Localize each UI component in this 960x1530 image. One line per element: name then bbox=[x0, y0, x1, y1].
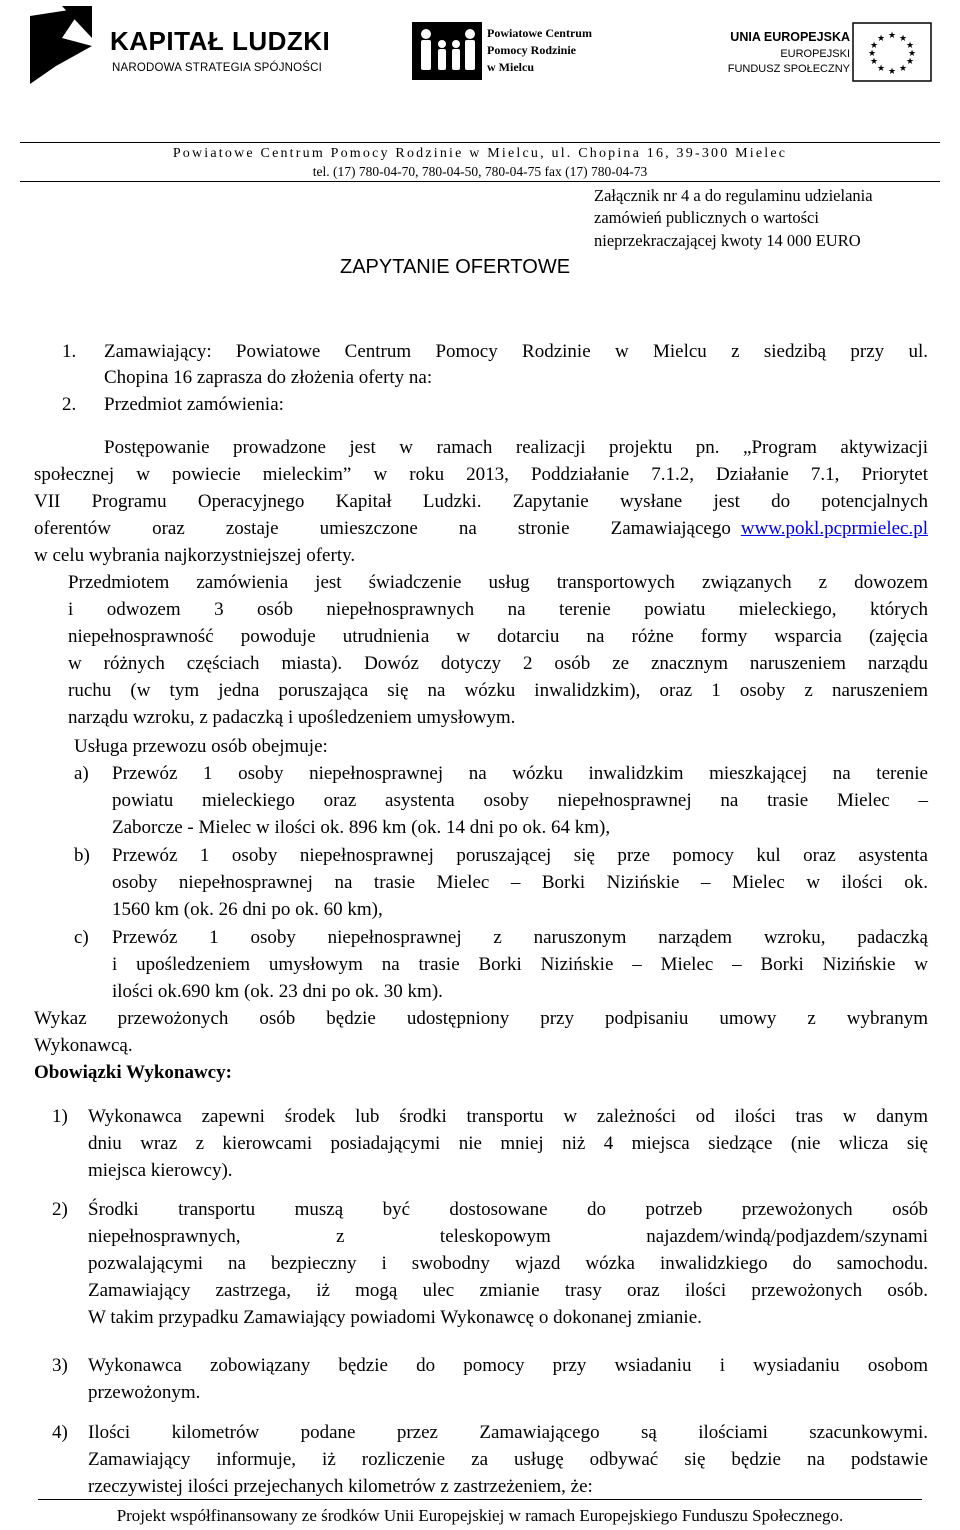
phone-line: tel. (17) 780-04-70, 780-04-50, 780-04-75 fax (17) 780-04-73 bbox=[312, 164, 648, 179]
obligation-line: W takim przypadku Zamawiający powiadomi Wykonawcę o dokonanej zmianie. bbox=[88, 1307, 702, 1328]
service-line: powiatu mieleckiego oraz asystenta osoby niepełnosprawnej na trasie Mielec – bbox=[112, 790, 928, 811]
address-line: Powiatowe Centrum Pomocy Rodzinie w Mielcu, ul. Chopina 16, 39-300 Mielec bbox=[172, 146, 788, 161]
paragraph-line: Wykonawcą. bbox=[34, 1035, 133, 1056]
ue-line-3: FUNDUSZ SPOŁECZNY bbox=[727, 63, 850, 75]
obligation-line: rzeczywistej ilości przejechanych kilometrów z zastrzeżeniem, że: bbox=[88, 1476, 593, 1497]
paragraph-line-with-link bbox=[34, 515, 928, 542]
paragraph-line: niepełnosprawność powoduje utrudnienia w dotarciu na różne formy wsparcia (zajęcia bbox=[68, 626, 928, 647]
pcpr-line-2: Pomocy Rodzinie bbox=[487, 43, 576, 57]
svg-text:★: ★ bbox=[876, 34, 886, 44]
ue-line-1: UNIA EUROPEJSKA bbox=[730, 30, 850, 44]
annex-line: nieprzekraczającej kwoty 14 000 EURO bbox=[594, 231, 861, 250]
kapital-ludzki-mark-icon bbox=[22, 6, 100, 86]
website-link[interactable]: www.pokl.pcprmielec.pl bbox=[740, 518, 928, 539]
obligation-line: Wykonawca zobowiązany będzie do pomocy przy wsiadaniu i wysiadaniu osobom bbox=[88, 1355, 928, 1376]
section2-heading: Przedmiot zamówienia: bbox=[104, 394, 284, 415]
paragraph-line: w różnych częściach miasta). Dowóz dotyczy 2 osób ze znacznym naruszeniem narządu bbox=[68, 653, 928, 674]
document-title: ZAPYTANIE OFERTOWE bbox=[340, 256, 571, 278]
obligation-line: pozwalającymi na bezpieczny i swobodny wjazd wózka inwalidzkiego do samochodu. bbox=[88, 1253, 928, 1274]
obligation-label: 3) bbox=[52, 1355, 68, 1376]
service-line: ilości ok.690 km (ok. 23 dni po ok. 30 km). bbox=[112, 981, 443, 1002]
pcpr-logo bbox=[412, 22, 622, 82]
kapital-ludzki-title: KAPITAŁ LUDZKI bbox=[110, 26, 331, 56]
ue-line-2: EUROPEJSKI bbox=[780, 48, 850, 60]
svg-text:★: ★ bbox=[905, 57, 915, 67]
pcpr-line-3: w Mielcu bbox=[487, 60, 534, 74]
svg-text:★: ★ bbox=[898, 64, 908, 74]
section-number: 2. bbox=[62, 394, 77, 415]
obligations-heading: Obowiązki Wykonawcy: bbox=[34, 1062, 232, 1083]
section1-line: Chopina 16 zaprasza do złożenia oferty na: bbox=[104, 367, 433, 388]
obligation-line: Zamawiający zastrzega, iż mogą ulec zmianie trasy oraz ilości przewożonych osób. bbox=[88, 1280, 928, 1301]
obligation-line: Środki transportu muszą być dostosowane do potrzeb przewożonych osób bbox=[88, 1199, 928, 1220]
service-line: Przewóz 1 osoby niepełnosprawnej na wózku inwalidzkim mieszkającej na terenie bbox=[112, 763, 928, 784]
header-rule bbox=[20, 142, 940, 143]
obligation-label: 2) bbox=[52, 1199, 68, 1220]
footer-text: Projekt współfinansowany ze środków Unii Europejskiej w ramach Europejskiego Funduszu Społecznego. bbox=[116, 1506, 844, 1525]
service-line: Przewóz 1 osoby niepełnosprawnej z naruszonym narządem wzroku, padaczką bbox=[112, 927, 928, 948]
svg-text:★: ★ bbox=[887, 31, 897, 41]
service-line: 1560 km (ok. 26 dni po ok. 60 km), bbox=[112, 899, 383, 920]
pcpr-line-1: Powiatowe Centrum bbox=[487, 26, 592, 40]
obligation-line: dniu wraz z kierowcami posiadającymi nie mniej niż 4 miejsca siedzące (nie wlicza się bbox=[88, 1133, 928, 1154]
services-intro: Usługa przewozu osób obejmuje: bbox=[74, 736, 328, 757]
paragraph-line: narządu wzroku, z padaczką i upośledzeniem umysłowym. bbox=[68, 707, 516, 728]
section1-line: Zamawiający: Powiatowe Centrum Pomocy Rodzinie w Mielcu z siedzibą przy ul. bbox=[104, 341, 928, 362]
family-icon bbox=[412, 22, 482, 80]
paragraph-text: oferentów oraz zostaje umieszczone na stronie Zamawiającego bbox=[34, 518, 731, 539]
svg-text:★: ★ bbox=[898, 34, 908, 44]
obligation-line: Zamawiający informuje, iż rozliczenie za usługę odbywać się będzie na podstawie bbox=[88, 1449, 928, 1470]
service-line: Zaborcze - Mielec w ilości ok. 896 km (ok. 14 dni po ok. 64 km), bbox=[112, 817, 611, 838]
service-label: a) bbox=[74, 763, 89, 784]
paragraph-line: Wykaz przewożonych osób będzie udostępniony przy podpisaniu umowy z wybranym bbox=[34, 1008, 928, 1029]
service-label: c) bbox=[74, 927, 89, 948]
svg-text:★: ★ bbox=[876, 64, 886, 74]
obligation-line: Ilości kilometrów podane przez Zamawiającego są ilościami szacunkowymi. bbox=[88, 1422, 928, 1443]
paragraph-line: Przedmiotem zamówienia jest świadczenie usług transportowych związanych z dowozem bbox=[68, 572, 928, 593]
svg-text:★: ★ bbox=[905, 41, 915, 51]
svg-text:★: ★ bbox=[869, 57, 879, 67]
obligation-line: przewożonym. bbox=[88, 1382, 201, 1403]
obligation-label: 1) bbox=[52, 1106, 68, 1127]
obligation-line: miejsca kierowcy). bbox=[88, 1160, 233, 1181]
svg-text:★: ★ bbox=[867, 49, 877, 59]
eu-flag-icon bbox=[852, 22, 932, 82]
service-line: Przewóz 1 osoby niepełnosprawnej poruszającej się prze pomocy kul oraz asystenta bbox=[112, 845, 928, 866]
obligation-label: 4) bbox=[52, 1422, 68, 1443]
header-rule-bottom bbox=[20, 181, 940, 182]
section-number: 1. bbox=[62, 341, 77, 362]
obligation-line: Wykonawca zapewni środek lub środki transportu w zależności od ilości tras w danym bbox=[88, 1106, 928, 1127]
service-line: osoby niepełnosprawnej na trasie Mielec – Borki Nizińskie – Mielec w ilości ok. bbox=[112, 872, 928, 893]
paragraph-line: w celu wybrania najkorzystniejszej oferty. bbox=[34, 545, 356, 566]
svg-text:★: ★ bbox=[887, 67, 897, 77]
svg-text:★: ★ bbox=[869, 41, 879, 51]
paragraph-line: VII Programu Operacyjnego Kapitał Ludzki. Zapytanie wysłane jest do potencjalnych bbox=[34, 491, 928, 512]
paragraph-line: społecznej w powiecie mieleckim” w roku 2013, Poddziałanie 7.1.2, Działanie 7.1, Priorytet bbox=[34, 464, 928, 485]
annex-line: Załącznik nr 4 a do regulaminu udzielania bbox=[594, 186, 873, 205]
paragraph-line: i odwozem 3 osób niepełnosprawnych na terenie powiatu mieleckiego, których bbox=[68, 599, 928, 620]
paragraph-line: Postępowanie prowadzone jest w ramach realizacji projektu pn. „Program aktywizacji bbox=[104, 437, 928, 458]
kapital-ludzki-subtitle: NARODOWA STRATEGIA SPÓJNOŚCI bbox=[112, 62, 323, 74]
svg-text:★: ★ bbox=[907, 49, 917, 59]
obligation-line: niepełnosprawnych, z teleskopowym najazdem/windą/podjazdem/szynami bbox=[88, 1226, 928, 1247]
service-line: i upośledzeniem umysłowym na trasie Borki Nizińskie – Mielec – Borki Nizińskie w bbox=[112, 954, 928, 975]
service-label: b) bbox=[74, 845, 90, 866]
annex-line: zamówień publicznych o wartości bbox=[594, 208, 819, 227]
paragraph-line: ruchu (w tym jedna poruszająca się na wózku inwalidzkim), oraz 1 osoby z naruszeniem bbox=[68, 680, 928, 701]
kapital-ludzki-logo bbox=[22, 6, 331, 90]
eu-logo bbox=[722, 20, 942, 80]
footer-rule bbox=[38, 1499, 922, 1500]
